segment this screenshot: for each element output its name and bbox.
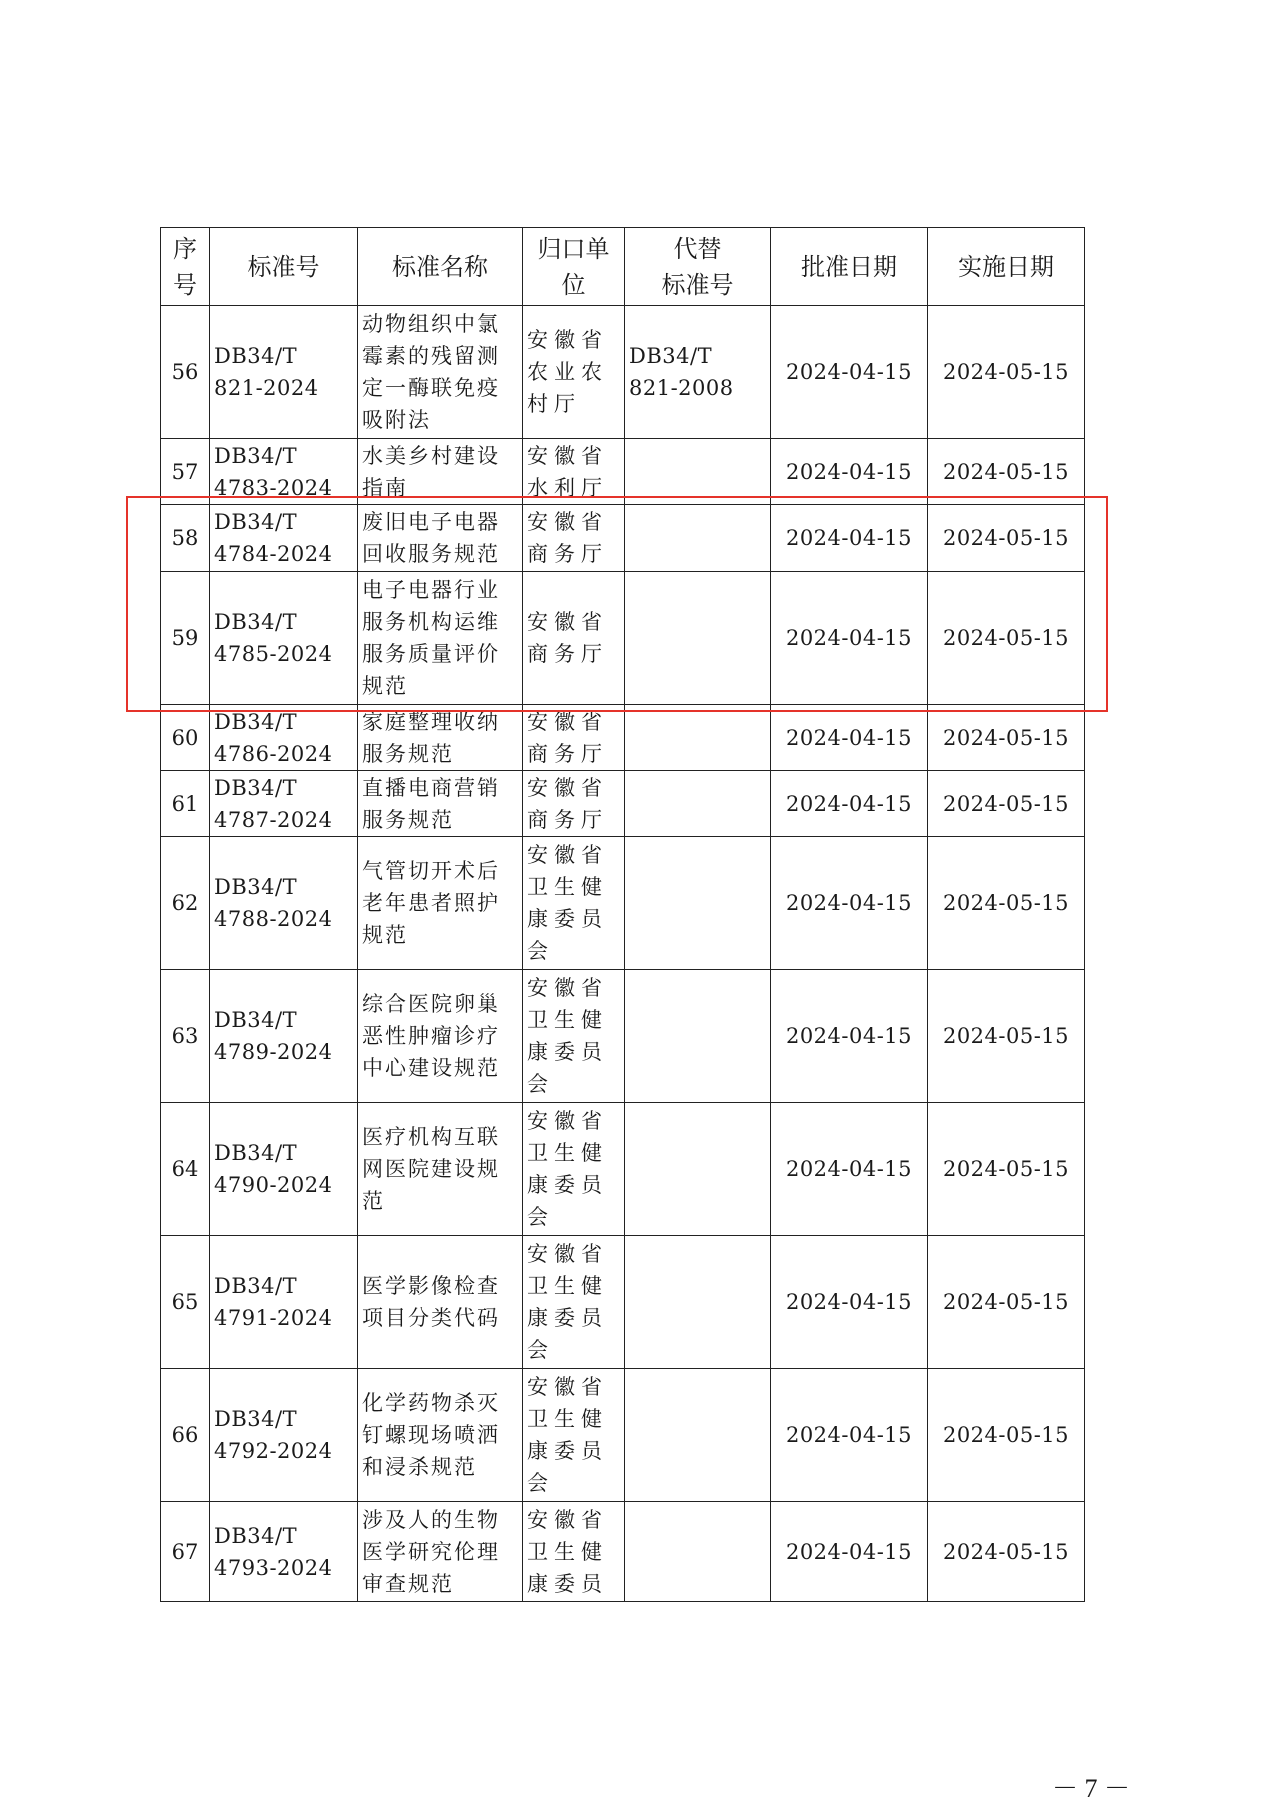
header-seq: 序 号 [161,228,210,306]
cell-effective-date: 2024-05-15 [928,1103,1085,1236]
cell-approval-date: 2024-04-15 [771,771,928,837]
cell-replaces: DB34/T 821-2008 [625,306,771,439]
cell-standard-code: DB34/T 821-2024 [210,306,358,439]
cell-effective-date: 2024-05-15 [928,837,1085,970]
cell-replaces [625,1236,771,1369]
table-row [161,306,1085,439]
cell-seq: 67 [161,1502,210,1602]
cell-standard-code: DB34/T 4789-2024 [210,970,358,1103]
cell-standard-name: 电子电器行业 服务机构运维 服务质量评价 规范 [358,572,523,705]
table-row [161,1236,1085,1369]
cell-standard-code: DB34/T 4784-2024 [210,505,358,572]
cell-department: 安徽省 卫生健 康委员 会 [523,1369,625,1502]
table-header-row [161,228,1085,306]
table-row [161,1103,1085,1236]
cell-seq: 56 [161,306,210,439]
cell-effective-date: 2024-05-15 [928,1502,1085,1602]
table-body [161,306,1085,1602]
cell-approval-date: 2024-04-15 [771,572,928,705]
cell-department: 安徽省 卫生健 康委员 会 [523,970,625,1103]
cell-approval-date: 2024-04-15 [771,1502,928,1602]
cell-seq: 58 [161,505,210,572]
cell-replaces [625,970,771,1103]
table-row [161,771,1085,837]
cell-standard-code: DB34/T 4783-2024 [210,439,358,505]
cell-seq: 61 [161,771,210,837]
cell-approval-date: 2024-04-15 [771,1103,928,1236]
header-standard-code: 标准号 [210,228,358,306]
cell-replaces [625,837,771,970]
cell-standard-code: DB34/T 4790-2024 [210,1103,358,1236]
cell-standard-name: 涉及人的生物 医学研究伦理 审查规范 [358,1502,523,1602]
cell-effective-date: 2024-05-15 [928,439,1085,505]
table-row [161,705,1085,771]
cell-seq: 62 [161,837,210,970]
cell-replaces [625,771,771,837]
cell-standard-name: 家庭整理收纳 服务规范 [358,705,523,771]
cell-replaces [625,505,771,572]
cell-effective-date: 2024-05-15 [928,705,1085,771]
page-number: － 7 － [1051,1774,1130,1803]
cell-standard-name: 医疗机构互联 网医院建设规 范 [358,1103,523,1236]
cell-replaces [625,1502,771,1602]
standards-table [160,227,1085,1602]
cell-standard-name: 气管切开术后 老年患者照护 规范 [358,837,523,970]
cell-approval-date: 2024-04-15 [771,970,928,1103]
cell-replaces [625,1369,771,1502]
header-effective-date: 实施日期 [928,228,1085,306]
cell-department: 安徽省 卫生健 康委员 会 [523,1103,625,1236]
cell-standard-name: 医学影像检查 项目分类代码 [358,1236,523,1369]
cell-department: 安徽省 农业农 村厅 [523,306,625,439]
cell-seq: 59 [161,572,210,705]
cell-effective-date: 2024-05-15 [928,970,1085,1103]
cell-approval-date: 2024-04-15 [771,1369,928,1502]
header-replaces: 代替 标准号 [625,228,771,306]
table-row [161,572,1085,705]
cell-standard-name: 直播电商营销 服务规范 [358,771,523,837]
cell-standard-code: DB34/T 4788-2024 [210,837,358,970]
cell-effective-date: 2024-05-15 [928,1369,1085,1502]
cell-department: 安徽省 商务厅 [523,572,625,705]
cell-seq: 60 [161,705,210,771]
cell-effective-date: 2024-05-15 [928,306,1085,439]
cell-effective-date: 2024-05-15 [928,1236,1085,1369]
table-row [161,439,1085,505]
cell-approval-date: 2024-04-15 [771,439,928,505]
cell-seq: 65 [161,1236,210,1369]
cell-standard-name: 废旧电子电器 回收服务规范 [358,505,523,572]
cell-approval-date: 2024-04-15 [771,1236,928,1369]
cell-standard-name: 化学药物杀灭 钉螺现场喷洒 和浸杀规范 [358,1369,523,1502]
cell-department: 安徽省 商务厅 [523,505,625,572]
cell-standard-code: DB34/T 4787-2024 [210,771,358,837]
cell-approval-date: 2024-04-15 [771,505,928,572]
header-approval-date: 批准日期 [771,228,928,306]
cell-approval-date: 2024-04-15 [771,837,928,970]
cell-replaces [625,1103,771,1236]
cell-standard-code: DB34/T 4791-2024 [210,1236,358,1369]
cell-department: 安徽省 水利厅 [523,439,625,505]
cell-standard-code: DB34/T 4793-2024 [210,1502,358,1602]
cell-standard-name: 综合医院卵巢 恶性肿瘤诊疗 中心建设规范 [358,970,523,1103]
cell-department: 安徽省 商务厅 [523,705,625,771]
header-department: 归口单 位 [523,228,625,306]
cell-standard-name: 动物组织中氯 霉素的残留测 定一酶联免疫 吸附法 [358,306,523,439]
cell-seq: 66 [161,1369,210,1502]
cell-effective-date: 2024-05-15 [928,771,1085,837]
table-row [161,1502,1085,1602]
cell-department: 安徽省 卫生健 康委员 会 [523,1236,625,1369]
cell-seq: 57 [161,439,210,505]
cell-seq: 63 [161,970,210,1103]
table-row [161,1369,1085,1502]
cell-department: 安徽省 卫生健 康委员 会 [523,837,625,970]
cell-replaces [625,439,771,505]
cell-replaces [625,572,771,705]
table-row [161,970,1085,1103]
cell-seq: 64 [161,1103,210,1236]
cell-standard-code: DB34/T 4792-2024 [210,1369,358,1502]
cell-department: 安徽省 商务厅 [523,771,625,837]
cell-effective-date: 2024-05-15 [928,505,1085,572]
cell-department: 安徽省 卫生健 康委员 [523,1502,625,1602]
cell-approval-date: 2024-04-15 [771,306,928,439]
cell-standard-name: 水美乡村建设 指南 [358,439,523,505]
cell-approval-date: 2024-04-15 [771,705,928,771]
cell-effective-date: 2024-05-15 [928,572,1085,705]
header-standard-name: 标准名称 [358,228,523,306]
cell-standard-code: DB34/T 4785-2024 [210,572,358,705]
table-row [161,837,1085,970]
cell-replaces [625,705,771,771]
cell-standard-code: DB34/T 4786-2024 [210,705,358,771]
table-row [161,505,1085,572]
